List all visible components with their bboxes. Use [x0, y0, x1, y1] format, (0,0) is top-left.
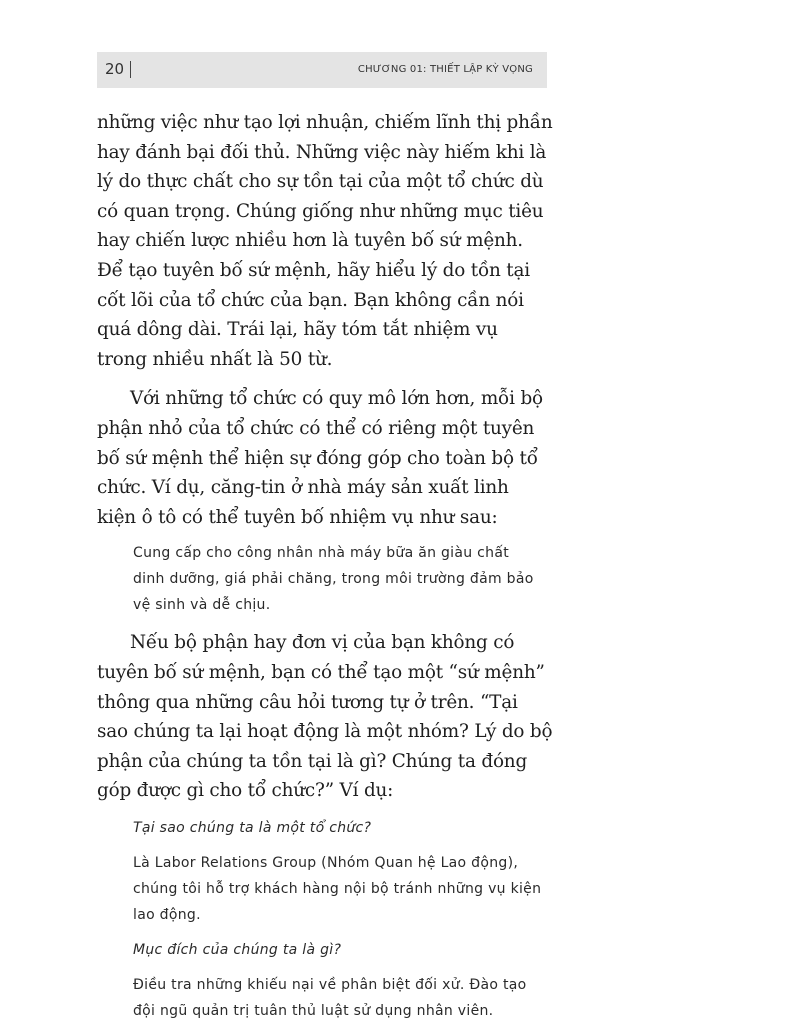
page-body	[97, 108, 553, 1024]
page-number: 20	[105, 60, 125, 78]
header-divider	[130, 61, 131, 78]
mission-example-quote: Cung cấp cho công nhân nhà máy bữa ăn giàu chất dinh dưỡng, giá phải chăng, trong môi trường đảm bảo vệ sinh và dễ chịu.	[133, 545, 534, 614]
page-header	[97, 52, 547, 88]
paragraph-3: Nếu bộ phận hay đơn vị của bạn không có tuyên bố sứ mệnh, bạn có thể tạo một “sứ mệnh” thông qua những câu hỏi tương tự ở trên. “Tại sao chúng ta lại hoạt động là một nhóm? Lý do bộ phận của chúng ta tồn tại là gì? Chúng ta đóng góp được gì cho tổ chức?” Ví dụ:	[97, 632, 553, 802]
example-answer-1: Là Labor Relations Group (Nhóm Quan hệ Lao động), chúng tôi hỗ trợ khách hàng nội bộ tránh những vụ kiện lao động.	[133, 854, 542, 923]
example-question-1: Tại sao chúng ta là một tổ chức?	[133, 819, 372, 836]
chapter-title: CHƯƠNG 01: THIẾT LẬP KỲ VỌNG	[357, 64, 533, 75]
paragraph-2: Với những tổ chức có quy mô lớn hơn, mỗi bộ phận nhỏ của tổ chức có thể có riêng một tuyên bố sứ mệnh thể hiện sự đóng góp cho toàn bộ tổ chức. Ví dụ, căng-tin ở nhà máy sản xuất linh kiện ô tô có thể tuyên bố nhiệm vụ như sau:	[97, 388, 543, 528]
example-question-2: Mục đích của chúng ta là gì?	[133, 941, 342, 958]
paragraph-1: những việc như tạo lợi nhuận, chiếm lĩnh thị phần hay đánh bại đối thủ. Những việc này hiếm khi là lý do thực chất cho sự tồn tại của một tổ chức dù có quan trọng. Chúng giống như những mục tiêu hay chiến lược nhiều hơn là tuyên bố sứ mệnh. Để tạo tuyên bố sứ mệnh, hãy hiểu lý do tồn tại cốt lõi của tổ chức của bạn. Bạn không cần nói quá dông dài. Trái lại, hãy tóm tắt nhiệm vụ trong nhiều nhất là 50 từ.	[97, 112, 553, 370]
example-answer-2: Điều tra những khiếu nại về phân biệt đối xử. Đào tạo đội ngũ quản trị tuân thủ luật sử dụng nhân viên.	[133, 976, 527, 1019]
